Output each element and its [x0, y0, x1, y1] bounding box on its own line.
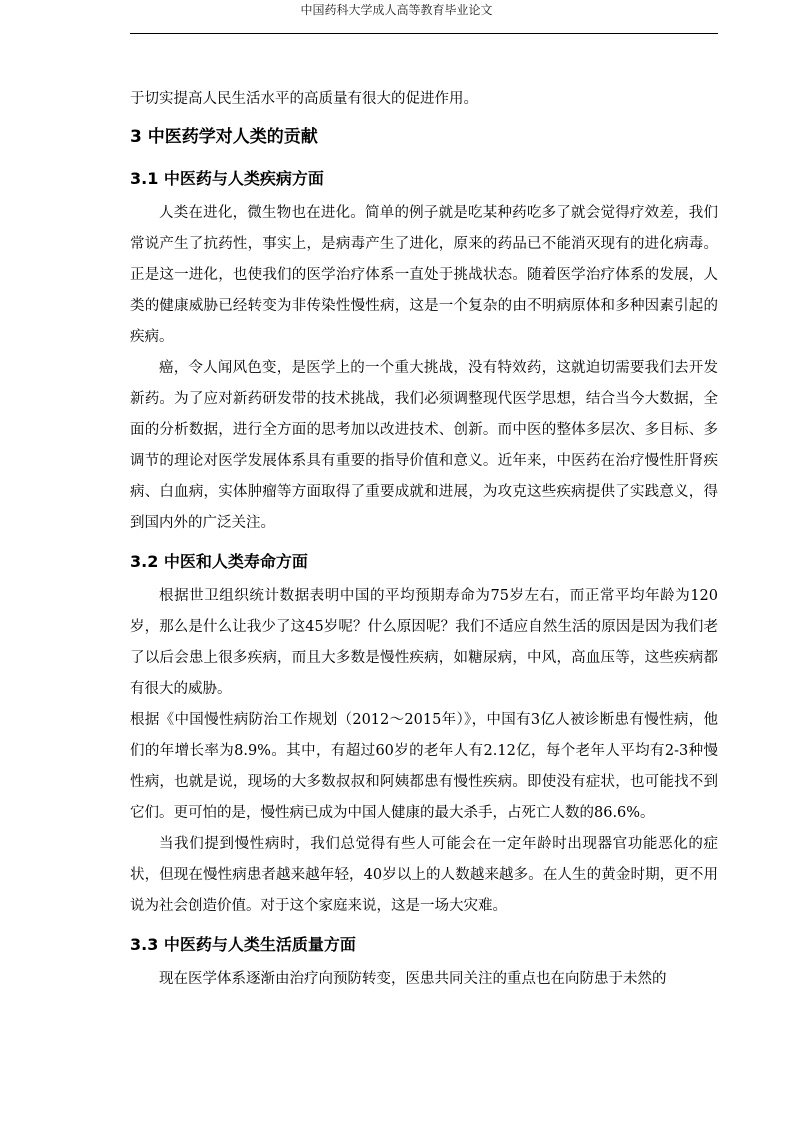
section-3-3-paragraph-1: 现在医学体系逐渐由治疗向预防转变，医患共同关注的重点也在向防患于未然的	[159, 971, 667, 987]
section-3-3-heading: 3.3 中医药与人类生活质量方面	[130, 935, 356, 954]
document-body	[130, 84, 718, 995]
section-3-1-heading: 3.1 中医药与人类疾病方面	[130, 169, 324, 188]
header-divider	[130, 33, 718, 34]
section-3-2-paragraph-3: 当我们提到慢性病时，我们总觉得有些人可能会在一定年龄时出现器官功能恶化的症状，但现在慢性病患者越来越年轻，40岁以上的人数越来越多。在人生的黄金时期，更不用说为社会创造价值。对于这个家庭来说，这是一场大灾难。	[130, 836, 718, 914]
intro-paragraph: 于切实提高人民生活水平的高质量有很大的促进作用。	[130, 91, 478, 107]
section-3-2-paragraph-2: 根据《中国慢性病防治工作规划（2012～2015年）》，中国有3亿人被诊断患有慢性病，他们的年增长率为8.9%。其中，有超过60岁的老年人有2.12亿，每个老年人平均有2-3种慢性病，也就是说，现场的大多数叔叔和阿姨都患有慢性疾病。即使没有症状，也可能找不到它们。更可怕的是，慢性病已成为中国人健康的最大杀手，占死亡人数的86.6%。	[130, 712, 718, 821]
page-header: 中国药科大学成人高等教育毕业论文	[300, 3, 493, 17]
section-3-heading: 3 中医药学对人类的贡献	[130, 127, 318, 147]
section-3-2-paragraph-1: 根据世卫组织统计数据表明中国的平均预期寿命为75岁左右，而正常平均年龄为120岁，那么是什么让我少了这45岁呢？什么原因呢？我们不适应自然生活的原因是因为我们老了以后会患上很多疾病，而且大多数是慢性疾病，如糖尿病，中风，高血压等，这些疾病都有很大的威胁。	[130, 588, 718, 697]
section-3-1-paragraph-1: 人类在进化，微生物也在进化。简单的例子就是吃某种药吃多了就会觉得疗效差，我们常说产生了抗药性，事实上，是病毒产生了进化，原来的药品已不能消灭现有的进化病毒。正是这一进化，也使我们的医学治疗体系一直处于挑战状态。随着医学治疗体系的发展，人类的健康威胁已经转变为非传染性慢性病，这是一个复杂的由不明病原体和多种因素引起的疾病。	[130, 205, 718, 345]
section-3-2-heading: 3.2 中医和人类寿命方面	[130, 552, 308, 571]
section-3-1-paragraph-2: 癌，令人闻风色变，是医学上的一个重大挑战，没有特效药，这就迫切需要我们去开发新药。为了应对新药研发带的技术挑战，我们必须调整现代医学思想，结合当今大数据，全面的分析数据，进行全方面的思考加以改进技术、创新。而中医的整体多层次、多目标、多调节的理论对医学发展体系具有重要的指导价值和意义。近年来，中医药在治疗慢性肝肾疾病、白血病，实体肿瘤等方面取得了重要成就和进展，为攻克这些疾病提供了实践意义，得到国内外的广泛关注。	[130, 360, 718, 531]
